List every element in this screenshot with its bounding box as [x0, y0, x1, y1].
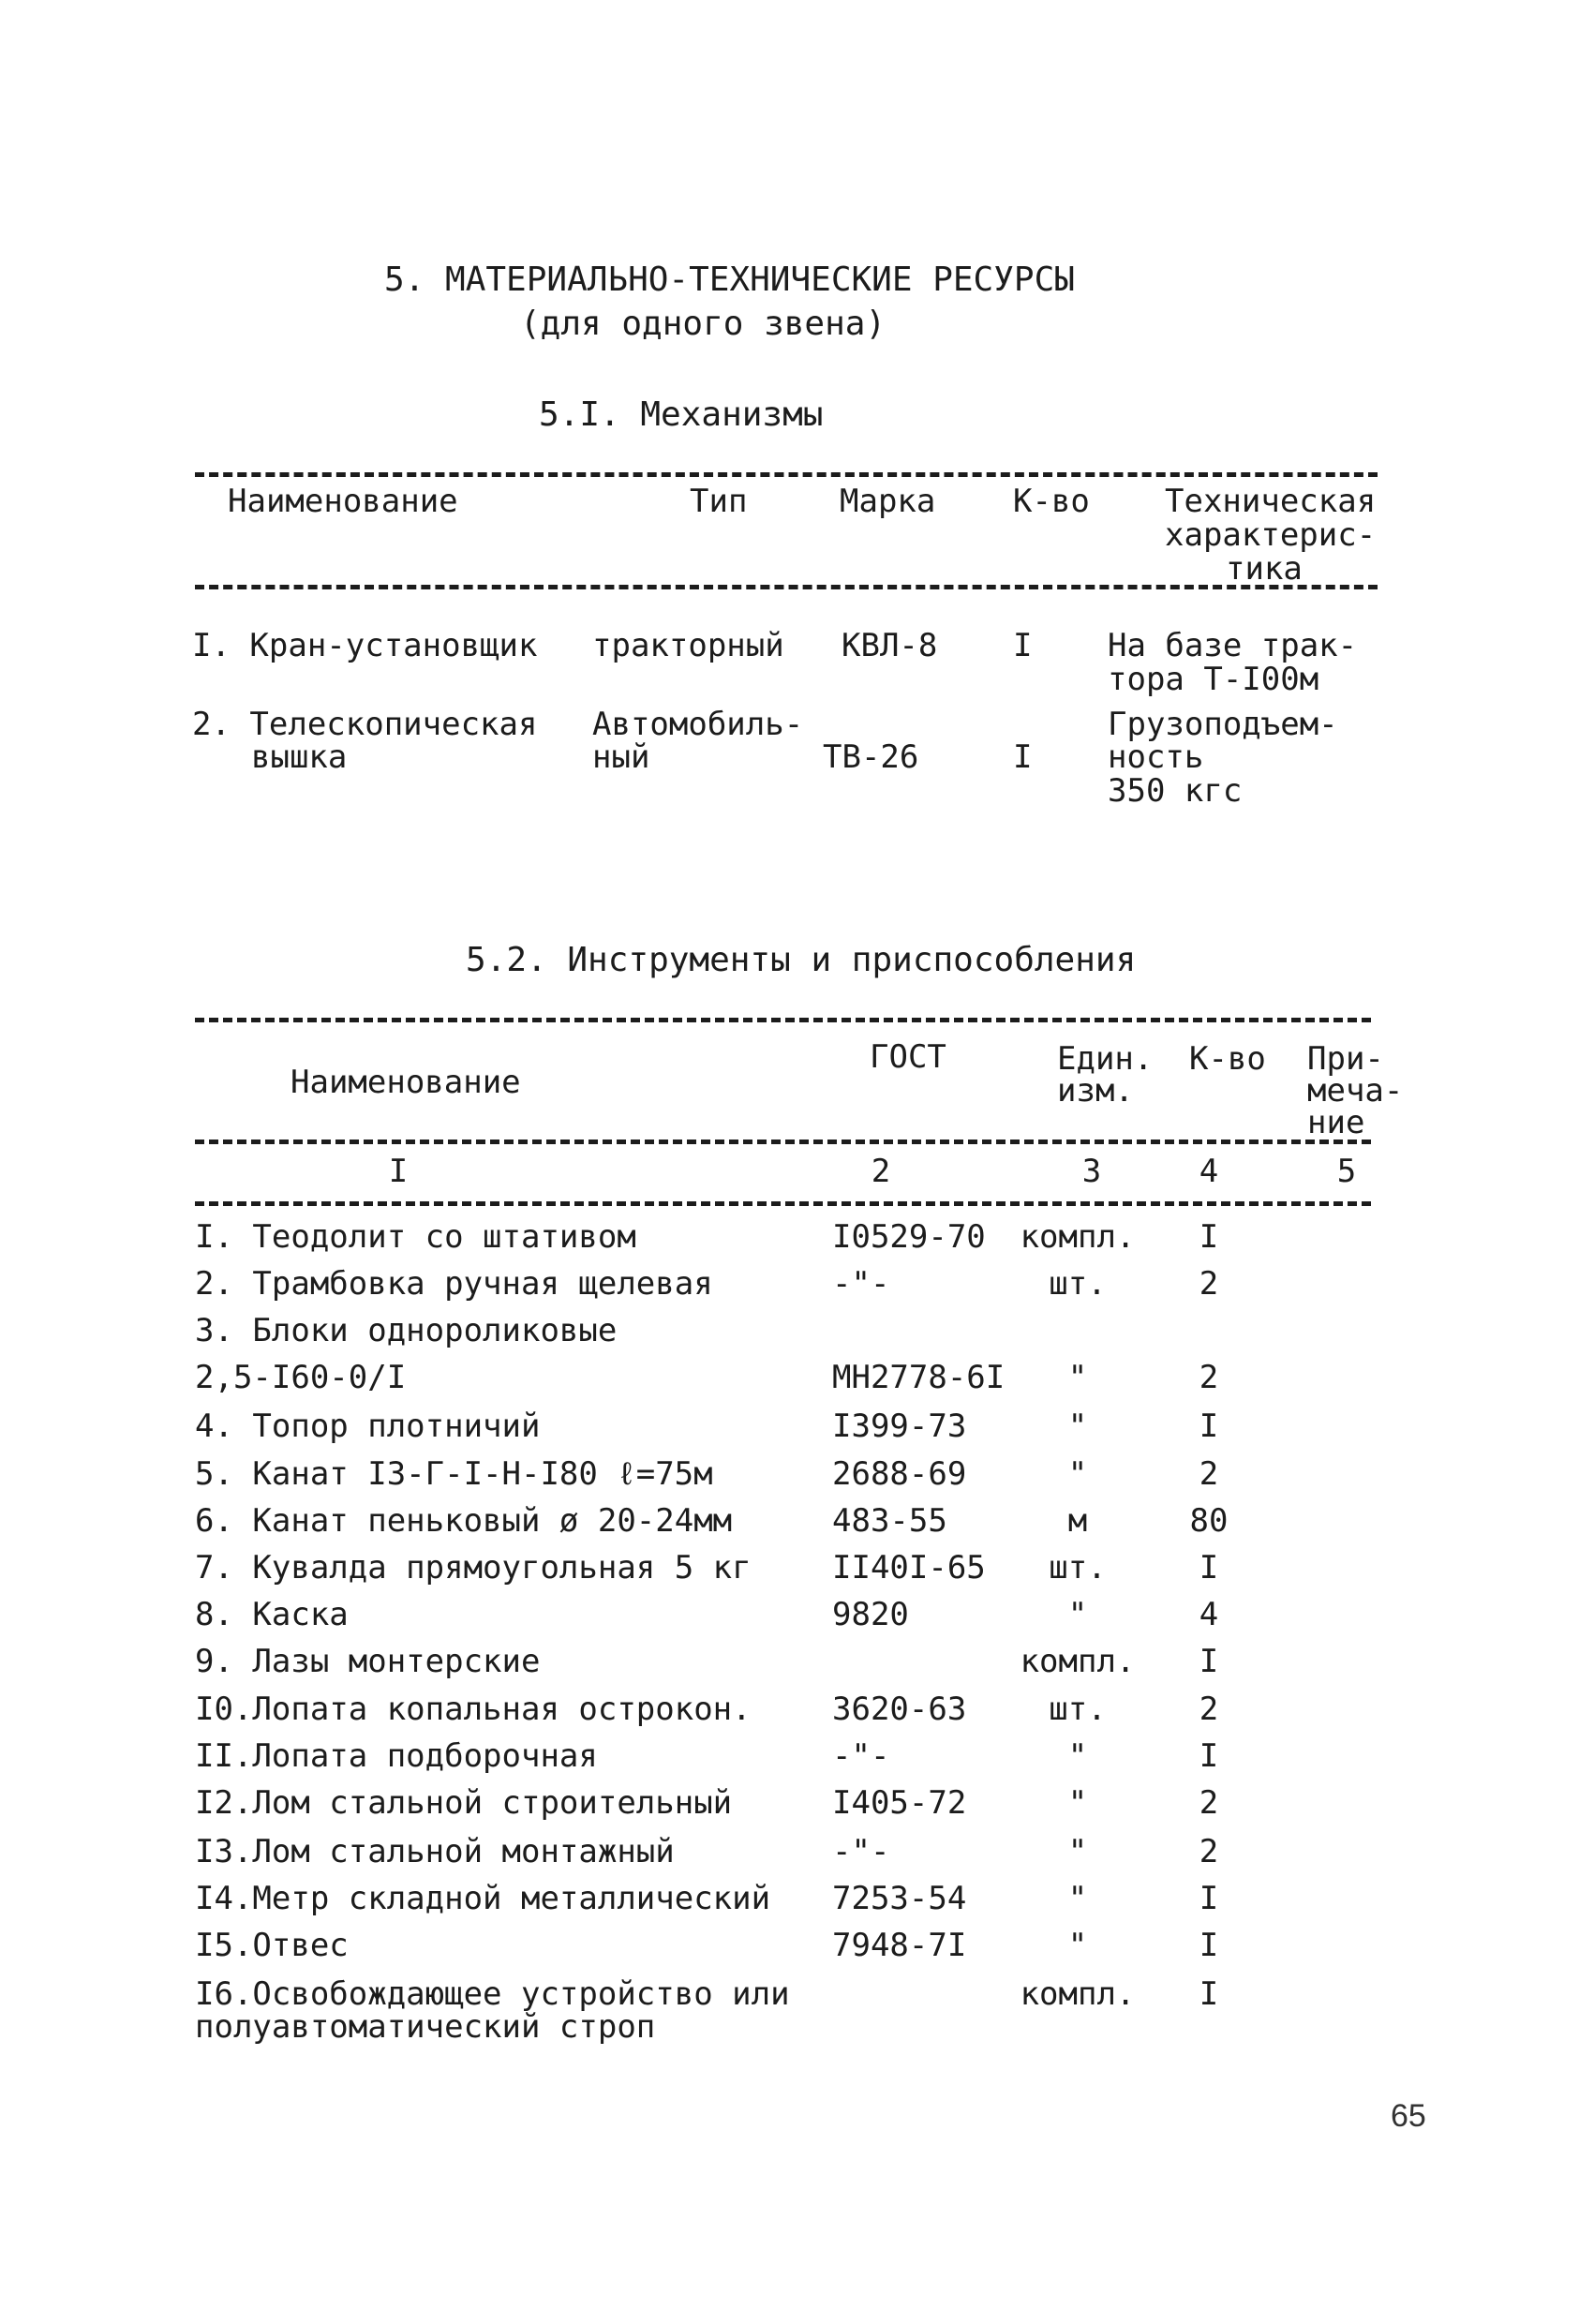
mech-row-2-tech-1: Грузоподъем- — [1108, 706, 1338, 743]
tool-row-12-name: II.Лопата подборочная — [195, 1737, 598, 1775]
tool-row-10-unit: компл. — [1020, 1643, 1136, 1680]
tools-colnum-4: 4 — [1199, 1153, 1219, 1190]
tools-colnum-2: 2 — [871, 1153, 891, 1190]
tool-row-17-qty: I — [1199, 1975, 1219, 2013]
tool-row-2-name: 2. Трамбовка ручная щелевая — [195, 1265, 713, 1303]
tool-row-13-name: I2.Лом стальной строительный — [195, 1784, 733, 1822]
tool-row-13-qty: 2 — [1199, 1784, 1219, 1822]
mech-row-2-type: Автомобиль- — [592, 706, 804, 743]
mech-row-1-qty: I — [1013, 627, 1033, 664]
tool-row-15-qty: I — [1199, 1880, 1219, 1917]
mech-header-tech-1: Техническая — [1165, 483, 1377, 520]
mech-header-tech-3: тика — [1226, 550, 1303, 588]
tools-header-gost: ГОСТ — [870, 1038, 946, 1076]
tool-row-2-qty: 2 — [1199, 1265, 1219, 1303]
tool-row-6-unit: " — [1067, 1455, 1088, 1493]
tool-row-8-name: 7. Кувалда прямоугольная 5 кг — [195, 1549, 752, 1587]
tools-header-unit-2: изм. — [1057, 1072, 1134, 1110]
tools-header-note-1: При- — [1307, 1040, 1384, 1078]
tool-row-17-name: I6.Освобождающее устройство или — [195, 1975, 790, 2013]
tools-header-note-2: меча- — [1307, 1072, 1404, 1110]
tools-colnum-5: 5 — [1336, 1153, 1357, 1190]
tool-row-14-name: I3.Лом стальной монтажный — [195, 1833, 675, 1870]
tool-row-6-gost: 2688-69 — [832, 1455, 967, 1493]
tool-row-8-gost: II40I-65 — [832, 1549, 986, 1587]
tool-row-11-gost: 3620-63 — [832, 1691, 967, 1728]
mech-row-1-name: I. Кран-установщик — [192, 627, 538, 664]
tool-row-14-qty: 2 — [1199, 1833, 1219, 1870]
tool-row-11-unit: шт. — [1049, 1691, 1107, 1728]
tool-row-13-unit: " — [1067, 1784, 1088, 1822]
tool-row-15-name: I4.Метр складной металлический — [195, 1880, 771, 1917]
tool-row-15-gost: 7253-54 — [832, 1880, 967, 1917]
mech-row-2-name: 2. Телескопическая — [192, 706, 538, 743]
tool-row-5-name: 4. Топор плотничий — [195, 1408, 541, 1445]
tool-row-7-gost: 483-55 — [832, 1502, 947, 1540]
tool-row-16-gost: 7948-7I — [832, 1927, 967, 1964]
tool-row-11-qty: 2 — [1199, 1691, 1219, 1728]
mech-row-2-type-cont: ный — [592, 738, 650, 776]
tool-row-14-gost: -"- — [832, 1833, 890, 1870]
tool-row-1-unit: компл. — [1020, 1218, 1136, 1256]
mech-row-1-mark: КВЛ-8 — [842, 627, 938, 664]
tool-row-16-qty: I — [1199, 1927, 1219, 1964]
tool-row-17-unit: компл. — [1020, 1975, 1136, 2013]
mech-row-1-tech-1: На базе трак- — [1108, 627, 1358, 664]
page-number: 65 — [1391, 2098, 1426, 2134]
tool-row-15-unit: " — [1067, 1880, 1088, 1917]
tool-row-5-unit: " — [1067, 1408, 1088, 1445]
tool-row-2-unit: шт. — [1049, 1265, 1107, 1303]
mech-header-mark: Марка — [840, 483, 936, 520]
tools-numbers-rule — [195, 1201, 1371, 1206]
tool-row-4-unit: " — [1067, 1359, 1088, 1396]
tool-row-5-gost: I399-73 — [832, 1408, 967, 1445]
tool-row-10-name: 9. Лазы монтерские — [195, 1643, 541, 1680]
section-title: 5. МАТЕРИАЛЬНО-ТЕХНИЧЕСКИЕ РЕСУРСЫ — [384, 261, 1075, 299]
tools-header-qty: К-во — [1189, 1040, 1266, 1078]
mech-header-type: Тип — [690, 483, 748, 520]
tools-top-rule — [195, 1018, 1371, 1022]
tool-row-4-gost: МН2778-6I — [832, 1359, 1006, 1396]
tool-row-11-name: I0.Лопата копальная острокон. — [195, 1691, 752, 1728]
tool-row-13-gost: I405-72 — [832, 1784, 967, 1822]
tools-title: 5.2. Инструменты и приспособления — [466, 941, 1137, 979]
tools-header-unit-1: Един. — [1057, 1040, 1154, 1078]
tool-row-9-name: 8. Каска — [195, 1596, 349, 1633]
mechanisms-header-rule — [195, 585, 1378, 589]
tool-row-6-name: 5. Канат I3-Г-I-Н-I80 ℓ=75м — [195, 1455, 713, 1493]
tool-row-8-unit: шт. — [1049, 1549, 1107, 1587]
tool-row-16-unit: " — [1067, 1927, 1088, 1964]
tool-row-1-gost: I0529-70 — [832, 1218, 986, 1256]
tool-row-6-qty: 2 — [1199, 1455, 1219, 1493]
tools-header-name: Наименование — [290, 1064, 521, 1101]
tool-row-18-name: полуавтоматический строп — [195, 2008, 656, 2046]
tool-row-7-unit: м — [1067, 1502, 1088, 1540]
mechanisms-title: 5.I. Механизмы — [539, 395, 824, 434]
mechanisms-top-rule — [195, 472, 1378, 477]
tool-row-7-qty: 80 — [1189, 1502, 1229, 1540]
mech-row-1-tech-2: тора Т-I00м — [1108, 661, 1319, 698]
mech-header-tech-2: характерис- — [1165, 516, 1377, 554]
tools-header-rule — [195, 1140, 1371, 1144]
tool-row-16-name: I5.Отвес — [195, 1927, 349, 1964]
mech-row-2-tech-2: ность — [1108, 738, 1204, 776]
section-subtitle: (для одного звена) — [520, 305, 886, 343]
tool-row-14-unit: " — [1067, 1833, 1088, 1870]
tool-row-8-qty: I — [1199, 1549, 1219, 1587]
tool-row-3-name: 3. Блоки однороликовые — [195, 1312, 618, 1349]
tool-row-7-name: 6. Канат пеньковый ø 20-24мм — [195, 1502, 733, 1540]
tool-row-5-qty: I — [1199, 1408, 1219, 1445]
tool-row-12-qty: I — [1199, 1737, 1219, 1775]
tool-row-12-gost: -"- — [832, 1737, 890, 1775]
tool-row-10-qty: I — [1199, 1643, 1219, 1680]
tool-row-4-name: 2,5-I60-0/I — [195, 1359, 407, 1396]
tools-header-note-3: ние — [1307, 1104, 1365, 1141]
tool-row-2-gost: -"- — [832, 1265, 890, 1303]
mech-row-2-qty: I — [1013, 738, 1033, 776]
mech-row-1-type: тракторный — [592, 627, 784, 664]
mech-header-name: Наименование — [228, 483, 458, 520]
tool-row-9-unit: " — [1067, 1596, 1088, 1633]
mech-row-2-mark: ТВ-26 — [823, 738, 919, 776]
tool-row-9-qty: 4 — [1199, 1596, 1219, 1633]
tool-row-9-gost: 9820 — [832, 1596, 909, 1633]
mech-row-2-name-cont: вышка — [251, 738, 348, 776]
tool-row-1-name: I. Теодолит со штативом — [195, 1218, 636, 1256]
tool-row-1-qty: I — [1199, 1218, 1219, 1256]
mech-row-2-tech-3: 350 кгс — [1108, 772, 1243, 810]
tools-colnum-1: I — [388, 1153, 409, 1190]
mech-header-qty: К-во — [1013, 483, 1090, 520]
tools-colnum-3: 3 — [1081, 1153, 1102, 1190]
tool-row-4-qty: 2 — [1199, 1359, 1219, 1396]
tool-row-12-unit: " — [1067, 1737, 1088, 1775]
